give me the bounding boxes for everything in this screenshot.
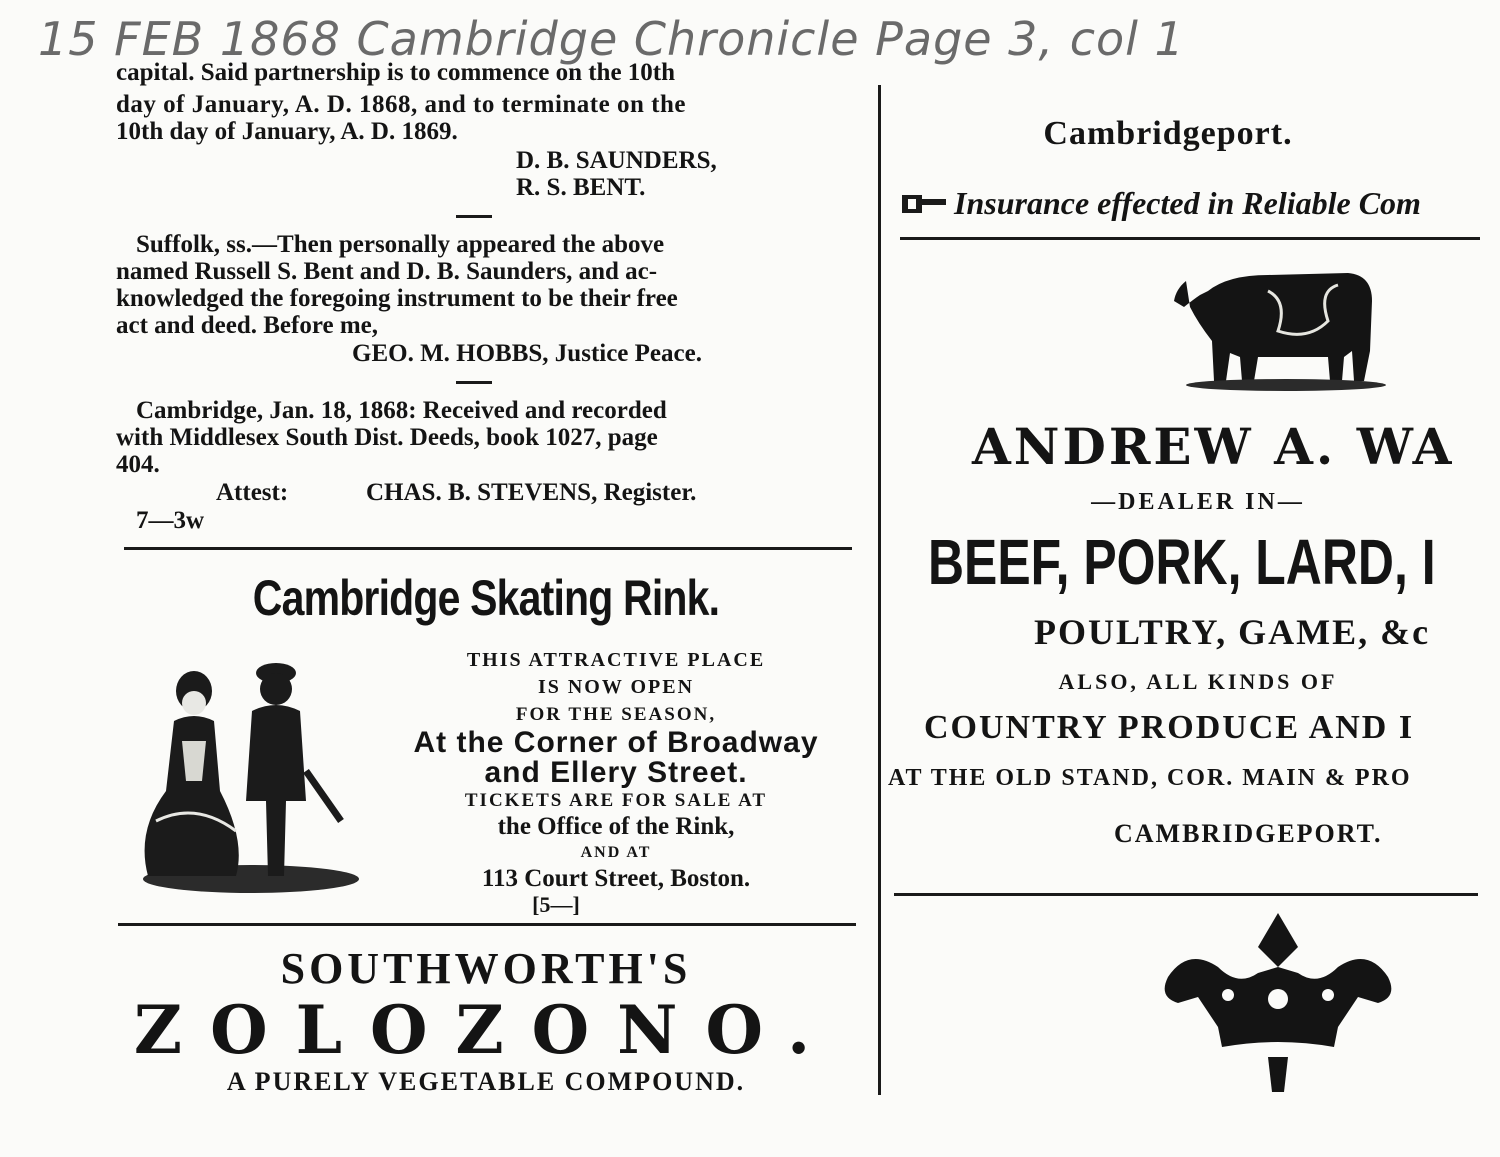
- rink-details: THIS ATTRACTIVE PLACE IS NOW OPEN FOR THE SEASON, At the Corner of Broadway and Ellery Street. TICKETS ARE FOR SALE AT the Office of the Rink, AND AT 113 Court Street, Boston. [5—]: [413, 649, 819, 917]
- section-rule: [118, 923, 856, 926]
- insurance-line: Insurance effected in Reliable Com: [900, 185, 1421, 222]
- divider: [456, 215, 492, 218]
- attest-label: Attest:: [216, 479, 289, 506]
- section-rule: [900, 237, 1480, 240]
- column-rule: [878, 85, 881, 1095]
- merchant-name: ANDREW A. WA: [972, 417, 1455, 476]
- town-footer: CAMBRIDGEPORT.: [1114, 819, 1383, 848]
- partnership-line-1: day of January, A. D. 1868, and to terminate on the: [116, 91, 686, 118]
- poultry-line: POULTRY, GAME, &c: [1034, 612, 1431, 652]
- address-line: AT THE OLD STAND, COR. MAIN & PRO: [888, 765, 1412, 791]
- suffolk-paragraph: Suffolk, ss.—Then personally appeared the above named Russell S. Bent and D. B. Saunders, and ac- knowledged the foregoing instrument to be their free act and deed. Before me,: [116, 231, 678, 339]
- partnership-line-2: 10th day of January, A. D. 1869.: [116, 118, 458, 145]
- attest-name: CHAS. B. STEVENS, Register.: [366, 479, 697, 506]
- ox-icon: [1168, 261, 1382, 395]
- section-rule: [894, 893, 1478, 896]
- section-rule: [124, 547, 852, 550]
- country-produce-line: COUNTRY PRODUCE AND I: [924, 709, 1415, 746]
- zolozono-line-1: SOUTHWORTH'S: [280, 944, 692, 993]
- products-line: BEEF, PORK, LARD, I: [928, 526, 1436, 598]
- notice-code: 7—3w: [136, 507, 205, 534]
- skaters-icon: [136, 651, 366, 895]
- record-paragraph: Cambridge, Jan. 18, 1868: Received and recorded with Middlesex South Dist. Deeds, book 1027, page 404.: [116, 397, 667, 478]
- crown-icon: [1148, 907, 1408, 1097]
- rink-title: Cambridge Skating Rink.: [252, 570, 720, 626]
- dealer-label: —DEALER IN—: [1091, 489, 1305, 515]
- divider: [456, 381, 492, 384]
- also-line: ALSO, ALL KINDS OF: [1058, 669, 1338, 694]
- handwritten-annotation: 15 FEB 1868 Cambridge Chronicle Page 3, col 1: [38, 12, 1185, 66]
- town-heading: Cambridgeport.: [1043, 115, 1293, 152]
- justice-signature: GEO. M. HOBBS, Justice Peace.: [352, 340, 702, 367]
- signature-saunders: D. B. SAUNDERS,: [516, 147, 717, 174]
- zolozono-line-3: A PURELY VEGETABLE COMPOUND.: [226, 1067, 746, 1096]
- signature-bent: R. S. BENT.: [516, 174, 646, 201]
- newspaper-clipping: [88, 59, 1476, 1096]
- cut-off-line: capital. Said partnership is to commence on the 10th: [116, 59, 676, 86]
- zolozono-line-2: ZOLOZONO.: [133, 991, 839, 1069]
- pointing-hand-icon: [900, 191, 948, 217]
